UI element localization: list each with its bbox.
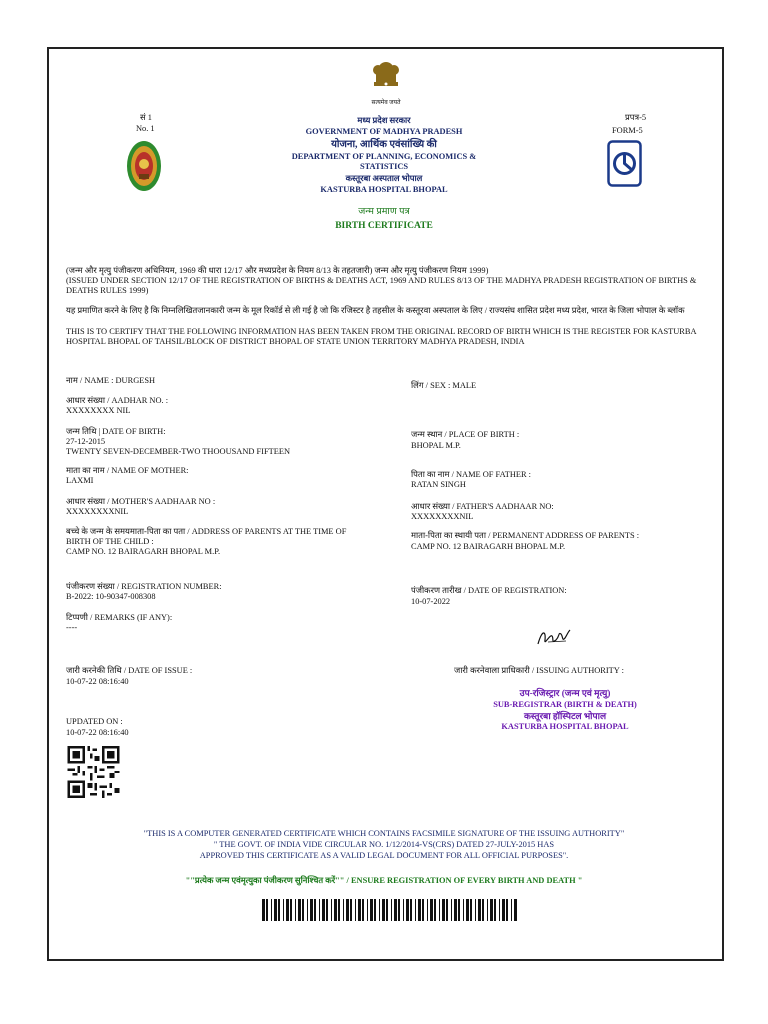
dob-label: जन्म तिथि | DATE OF BIRTH:	[66, 427, 166, 436]
stamp-line-1: उप-रजिस्ट्रार (जन्म एवं मृत्यु)	[519, 688, 611, 698]
dept-name-hi: योजना, आर्थिक एवंसांख्यि की	[331, 139, 437, 150]
birth-address-label-1: बच्चे के जन्म के समयमाता-पिता का पता / ADDRESS OF PARENTS AT THE TIME OF	[66, 527, 347, 536]
signature-image	[536, 626, 572, 648]
madhya-pradesh-logo-icon	[126, 140, 162, 192]
mother-name-value: LAXMI	[66, 476, 94, 485]
remarks-value: ----	[66, 623, 78, 632]
birth-address-value: CAMP NO. 12 BAIRAGARH BHOPAL M.P.	[66, 547, 221, 556]
serial-number-hi: सं 1	[140, 113, 152, 122]
certify-statement-hi: यह प्रमाणित करने के लिए है कि निम्नलिखितजानकारी जन्म के मूल रिकॉर्ड से ली गई है जो कि रजिस्टर है तहसील के कस्तूरवा अस्पताल के लिए / राज्यसंघ शासित प्रदेश मध्य प्रदेश, भारत के जिला भोपाल के ब्लॉक	[66, 306, 685, 315]
registration-date-label: पंजीकरण तारीख / DATE OF REGISTRATION:	[411, 586, 567, 595]
certificate-title-en: BIRTH CERTIFICATE	[335, 221, 433, 231]
serial-number-en: No. 1	[136, 124, 155, 133]
birth-address-label-2: BIRTH OF THE CHILD :	[66, 537, 154, 546]
issued-under-en: (ISSUED UNDER SECTION 12/17 OF THE REGISTRATION OF BIRTHS & DEATHS ACT, 1969 AND RULES 8/13 OF THE MADHYA PRADESH REGISTRATION OF BIRTHS & DEATHS RULES 1999)	[66, 276, 697, 295]
issue-date-label: जारी करनेकी तिथि / DATE OF ISSUE :	[66, 666, 193, 675]
father-aadhaar-value: XXXXXXXXNIL	[411, 512, 474, 521]
dept-name-en-2: STATISTICS	[359, 162, 409, 171]
stamp-line-4: KASTURBA HOSPITAL BHOPAL	[501, 722, 629, 731]
issue-date-value: 10-07-22 08:16:40	[66, 677, 129, 686]
issuing-authority-label: जारी करनेवाला प्राधिकारी / ISSUING AUTHORITY :	[454, 666, 624, 675]
remarks-label: टिप्पणी / REMARKS (IF ANY):	[66, 613, 173, 622]
hospital-name-en: KASTURBA HOSPITAL BHOPAL	[320, 185, 448, 194]
barcode	[262, 899, 517, 921]
govt-name-hi: मध्य प्रदेश सरकार	[357, 116, 411, 125]
national-emblem-icon	[369, 58, 403, 98]
father-name-label: पिता का नाम / NAME OF FATHER :	[411, 470, 531, 479]
footer-note-1: "THIS IS A COMPUTER GENERATED CERTIFICATE WHICH CONTAINS FACSIMILE SIGNATURE OF THE ISSUING AUTHORITY"	[143, 829, 625, 838]
certify-statement-en: THIS IS TO CERTIFY THAT THE FOLLOWING INFORMATION HAS BEEN TAKEN FROM THE ORIGINAL RECORD OF BIRTH WHICH IS THE REGISTER FOR KASTURBA HOSPITAL BHOPAL OF TAHSIL/BLOCK OF DISTRICT BHOPAL OF STATE UNION TERRITORY MADHYA PRADESH, INDIA	[66, 327, 697, 346]
stamp-line-2: SUB-REGISTRAR (BIRTH & DEATH)	[493, 700, 637, 709]
aadhar-value: XXXXXXXX NIL	[66, 406, 131, 415]
footer-slogan: ""प्रत्येक जन्म एवंमृत्युका पंजीकरण सुनिश्चित करें"" / ENSURE REGISTRATION OF EVERY BIRTH AND DEATH "	[185, 876, 583, 885]
mother-aadhaar-value: XXXXXXXXNIL	[66, 507, 129, 516]
form-number-hi: प्रपत्र-5	[625, 113, 647, 122]
issued-under-hi: (जन्म और मृत्यु पंजीकरण अधिनियम, 1969 की धारा 12/17 और मध्यप्रदेश के नियम 8/13 के तहतजारी) जन्म और मृत्यु पंजीकरण नियम 1999)	[66, 266, 489, 275]
emblem-motto: सत्यमेव जयते	[371, 100, 401, 106]
crs-logo-icon	[607, 140, 642, 187]
dob-words: TWENTY SEVEN-DECEMBER-TWO THOOUSAND FIFTEEN	[66, 447, 291, 456]
permanent-address-label: माता-पिता का स्थायी पता / PERMANENT ADDRESS OF PARENTS :	[411, 531, 640, 540]
dept-name-en-1: DEPARTMENT OF PLANNING, ECONOMICS &	[291, 152, 477, 161]
registration-number-value: B-2022: 10-90347-008308	[66, 592, 156, 601]
form-number-en: FORM-5	[612, 126, 643, 135]
place-of-birth-value: BHOPAL M.P.	[411, 441, 461, 450]
place-of-birth-label: जन्म स्थान / PLACE OF BIRTH :	[411, 430, 520, 439]
footer-note-3: APPROVED THIS CERTIFICATE AS A VALID LEGAL DOCUMENT FOR ALL OFFICIAL PURPOSES".	[199, 851, 569, 860]
certificate-title-hi: जन्म प्रमाण पत्र	[358, 207, 410, 217]
father-name-value: RATAN SINGH	[411, 480, 466, 489]
dob-value: 27-12-2015	[66, 437, 106, 446]
qr-code	[66, 746, 121, 798]
name-field: नाम / NAME : DURGESH	[66, 376, 156, 385]
mother-name-label: माता का नाम / NAME OF MOTHER:	[66, 466, 189, 475]
aadhar-label: आधार संख्या / AADHAR NO. :	[66, 396, 169, 405]
footer-note-2: " THE GOVT. OF INDIA VIDE CIRCULAR NO. 1/12/2014-VS(CRS) DATED 27-JULY-2015 HAS	[213, 840, 555, 849]
father-aadhaar-label: आधार संख्या / FATHER'S AADHAAR NO:	[411, 502, 554, 511]
sex-field: लिंग / SEX : MALE	[411, 381, 477, 390]
updated-on-value: 10-07-22 08:16:40	[66, 728, 129, 737]
permanent-address-value: CAMP NO. 12 BAIRAGARH BHOPAL M.P.	[411, 542, 566, 551]
stamp-line-3: कस्तूरबा हॉस्पिटल भोपाल	[523, 711, 607, 721]
hospital-name-hi: कस्तूरबा अस्पताल भोपाल	[345, 174, 423, 183]
registration-date-value: 10-07-2022	[411, 597, 451, 606]
govt-name-en: GOVERNMENT OF MADHYA PRADESH	[305, 127, 463, 136]
registration-number-label: पंजीकरण संख्या / REGISTRATION NUMBER:	[66, 582, 222, 591]
mother-aadhaar-label: आधार संख्या / MOTHER'S AADHAAR NO :	[66, 497, 216, 506]
updated-on-label: UPDATED ON :	[66, 717, 123, 726]
